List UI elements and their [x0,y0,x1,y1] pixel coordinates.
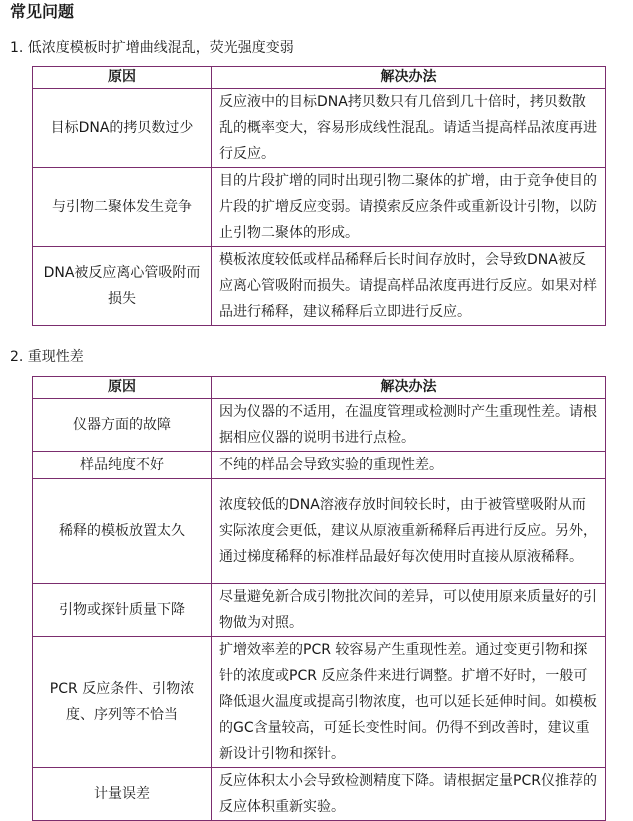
solution-cell: 目的片段扩增的同时出现引物二聚体的扩增，由于竞争使目的片段的扩增反应变弱。请摸索反应条件或重新设计引物，以防止引物二聚体的形成。 [212,168,606,247]
solution-cell: 不纯的样品会导致实验的重现性差。 [212,452,606,479]
solution-cell: 反应体积太小会导致检测精度下降。请根据定量PCR仪推荐的反应体积重新实验。 [212,768,606,821]
cause-cell: 目标DNA的拷贝数过少 [33,89,212,168]
page-title: 常见问题 [10,2,75,21]
cause-cell: 引物或探针质量下降 [33,584,212,637]
column-header-solution: 解决办法 [212,67,606,89]
cause-cell: 与引物二聚体发生竞争 [33,168,212,247]
solution-cell: 浓度较低的DNA溶液存放时间较长时，由于被管壁吸附从而实际浓度会更低，建议从原液重新稀释后再进行反应。另外，通过梯度稀释的标准样品最好每次使用时直接从原液稀释。 [212,479,606,584]
table-row [33,452,606,479]
table-row [33,89,606,168]
cause-cell: 样品纯度不好 [33,452,212,479]
cause-cell: 稀释的模板放置太久 [33,479,212,584]
table-row [33,399,606,452]
troubleshooting-table-2 [32,376,606,821]
table-row [33,479,606,584]
solution-cell: 因为仪器的不适用，在温度管理或检测时产生重现性差。请根据相应仪器的说明书进行点检。 [212,399,606,452]
cause-cell: 仪器方面的故障 [33,399,212,452]
solution-cell: 反应液中的目标DNA拷贝数只有几倍到几十倍时，拷贝数散乱的概率变大，容易形成线性混乱。请适当提高样品浓度再进行反应。 [212,89,606,168]
cause-cell: PCR 反应条件、引物浓度、序列等不恰当 [33,637,212,768]
column-header-cause: 原因 [33,377,212,399]
solution-cell: 尽量避免新合成引物批次间的差异，可以使用原来质量好的引物做为对照。 [212,584,606,637]
table-header-row [33,67,606,89]
section-heading-1: 1. 低浓度模板时扩增曲线混乱，荧光强度变弱 [10,40,294,56]
table-row [33,637,606,768]
cause-cell: 计量误差 [33,768,212,821]
column-header-cause: 原因 [33,67,212,89]
cause-cell: DNA被反应离心管吸附而损失 [33,247,212,326]
table-row [33,247,606,326]
column-header-solution: 解决办法 [212,377,606,399]
table-row [33,168,606,247]
table-header-row [33,377,606,399]
solution-cell: 扩增效率差的PCR 较容易产生重现性差。通过变更引物和探针的浓度或PCR 反应条件来进行调整。扩增不好时，一般可降低退火温度或提高引物浓度，也可以延长延伸时间。如模板的GC含量较高，可延长变性时间。仍得不到改善时，建议重新设计引物和探针。 [212,637,606,768]
table-row [33,584,606,637]
troubleshooting-table-1 [32,66,606,326]
section-heading-2: 2. 重现性差 [10,349,84,365]
table-row [33,768,606,821]
solution-cell: 模板浓度较低或样品稀释后长时间存放时，会导致DNA被反应离心管吸附而损失。请提高样品浓度再进行反应。如果对样品进行稀释，建议稀释后立即进行反应。 [212,247,606,326]
